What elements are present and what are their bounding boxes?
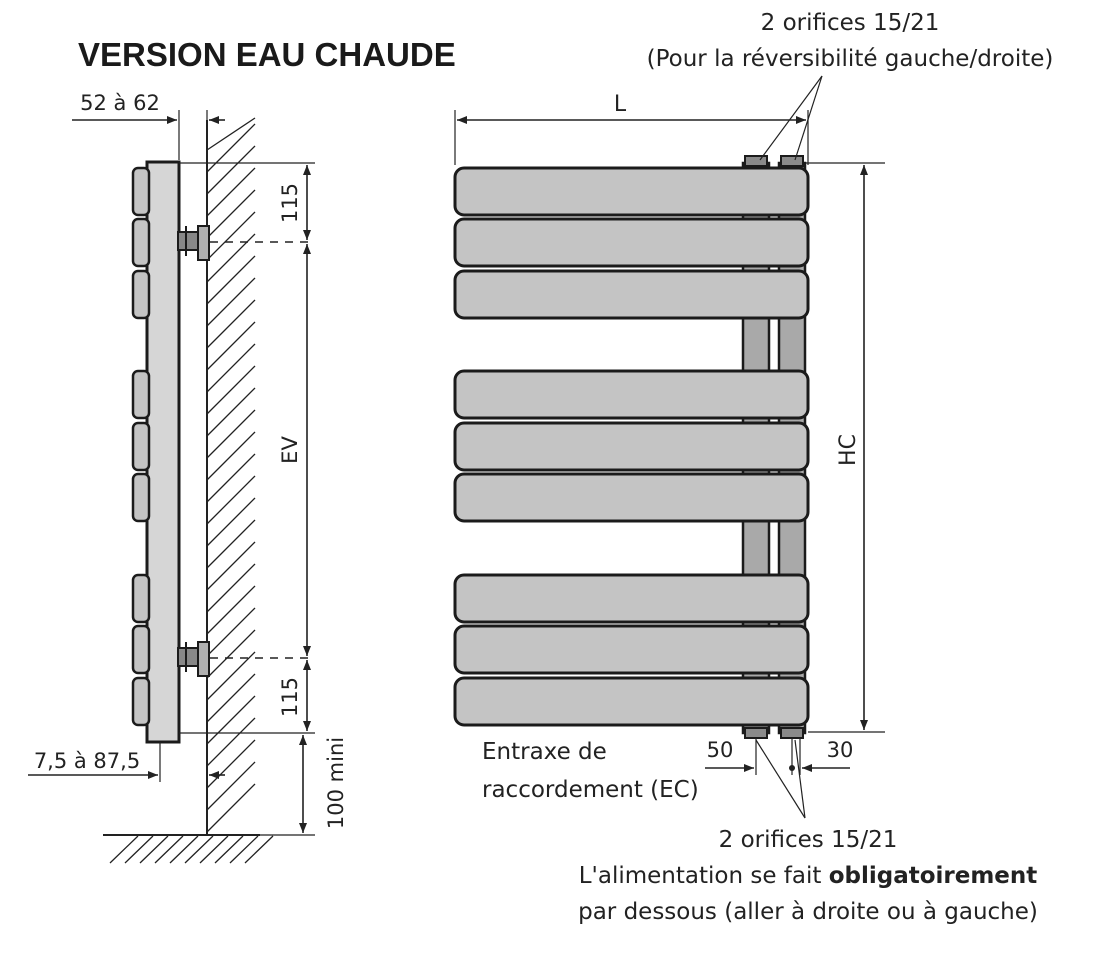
radiator-bar-7: [455, 575, 808, 622]
left-conn-dim: 50: [706, 738, 734, 762]
width-label: L: [613, 92, 627, 117]
side-bar-7: [133, 575, 149, 622]
bottom-note-line1: 2 orifices 15/21: [718, 827, 898, 853]
radiator-bar-9: [455, 678, 808, 725]
bottom-orifice-left: [745, 728, 767, 738]
bottom-note-line2: [579, 863, 1038, 889]
front-bars: [455, 168, 808, 725]
floor-hatch: [110, 836, 273, 863]
top-note-line1: 2 orifices 15/21: [760, 10, 940, 36]
side-bar-2: [133, 219, 149, 266]
floor-clearance-label: 100 mini: [324, 736, 348, 830]
top-115-label: 115: [278, 182, 302, 224]
top-orifice-right: [781, 156, 803, 166]
side-bar-9: [133, 678, 149, 725]
depth-dim-label: 52 à 62: [80, 91, 160, 115]
offset-dim-label: 7,5 à 87,5: [33, 749, 141, 773]
wall-hatch: [207, 118, 255, 832]
top-orifice-left: [745, 156, 767, 166]
diagram-title: VERSION EAU CHAUDE: [78, 36, 456, 73]
side-view: [28, 91, 348, 863]
bottom-note-line2-prefix: L'alimentation se fait: [578, 863, 829, 889]
entraxe-line1: Entraxe de: [482, 739, 607, 765]
side-bar-1: [133, 168, 149, 215]
bottom-note-line3: par dessous (aller à droite ou à gauche): [578, 899, 1038, 925]
radiator-side-body: [147, 162, 179, 742]
side-bar-4: [133, 371, 149, 418]
radiator-bar-5: [455, 423, 808, 470]
side-bars: [133, 168, 149, 725]
entraxe-line2: raccordement (EC): [482, 777, 699, 803]
bottom-115-label: 115: [278, 676, 302, 718]
height-label: HC: [836, 434, 861, 466]
radiator-bar-1: [455, 168, 808, 215]
side-bar-5: [133, 423, 149, 470]
side-bar-6: [133, 474, 149, 521]
top-bracket: [178, 226, 209, 260]
side-bar-3: [133, 271, 149, 318]
right-conn-dim: 30: [826, 738, 854, 762]
radiator-bar-4: [455, 371, 808, 418]
bottom-bracket: [178, 642, 209, 676]
bottom-note-line2-bold: obligatoirement: [828, 863, 1038, 889]
radiator-bar-2: [455, 219, 808, 266]
front-view: [455, 76, 885, 818]
side-bar-8: [133, 626, 149, 673]
radiator-bar-3: [455, 271, 808, 318]
radiator-bar-8: [455, 626, 808, 673]
bottom-orifice-right: [781, 728, 803, 738]
radiator-bar-6: [455, 474, 808, 521]
ev-label: EV: [278, 436, 302, 464]
top-note-line2: (Pour la réversibilité gauche/droite): [646, 46, 1054, 72]
